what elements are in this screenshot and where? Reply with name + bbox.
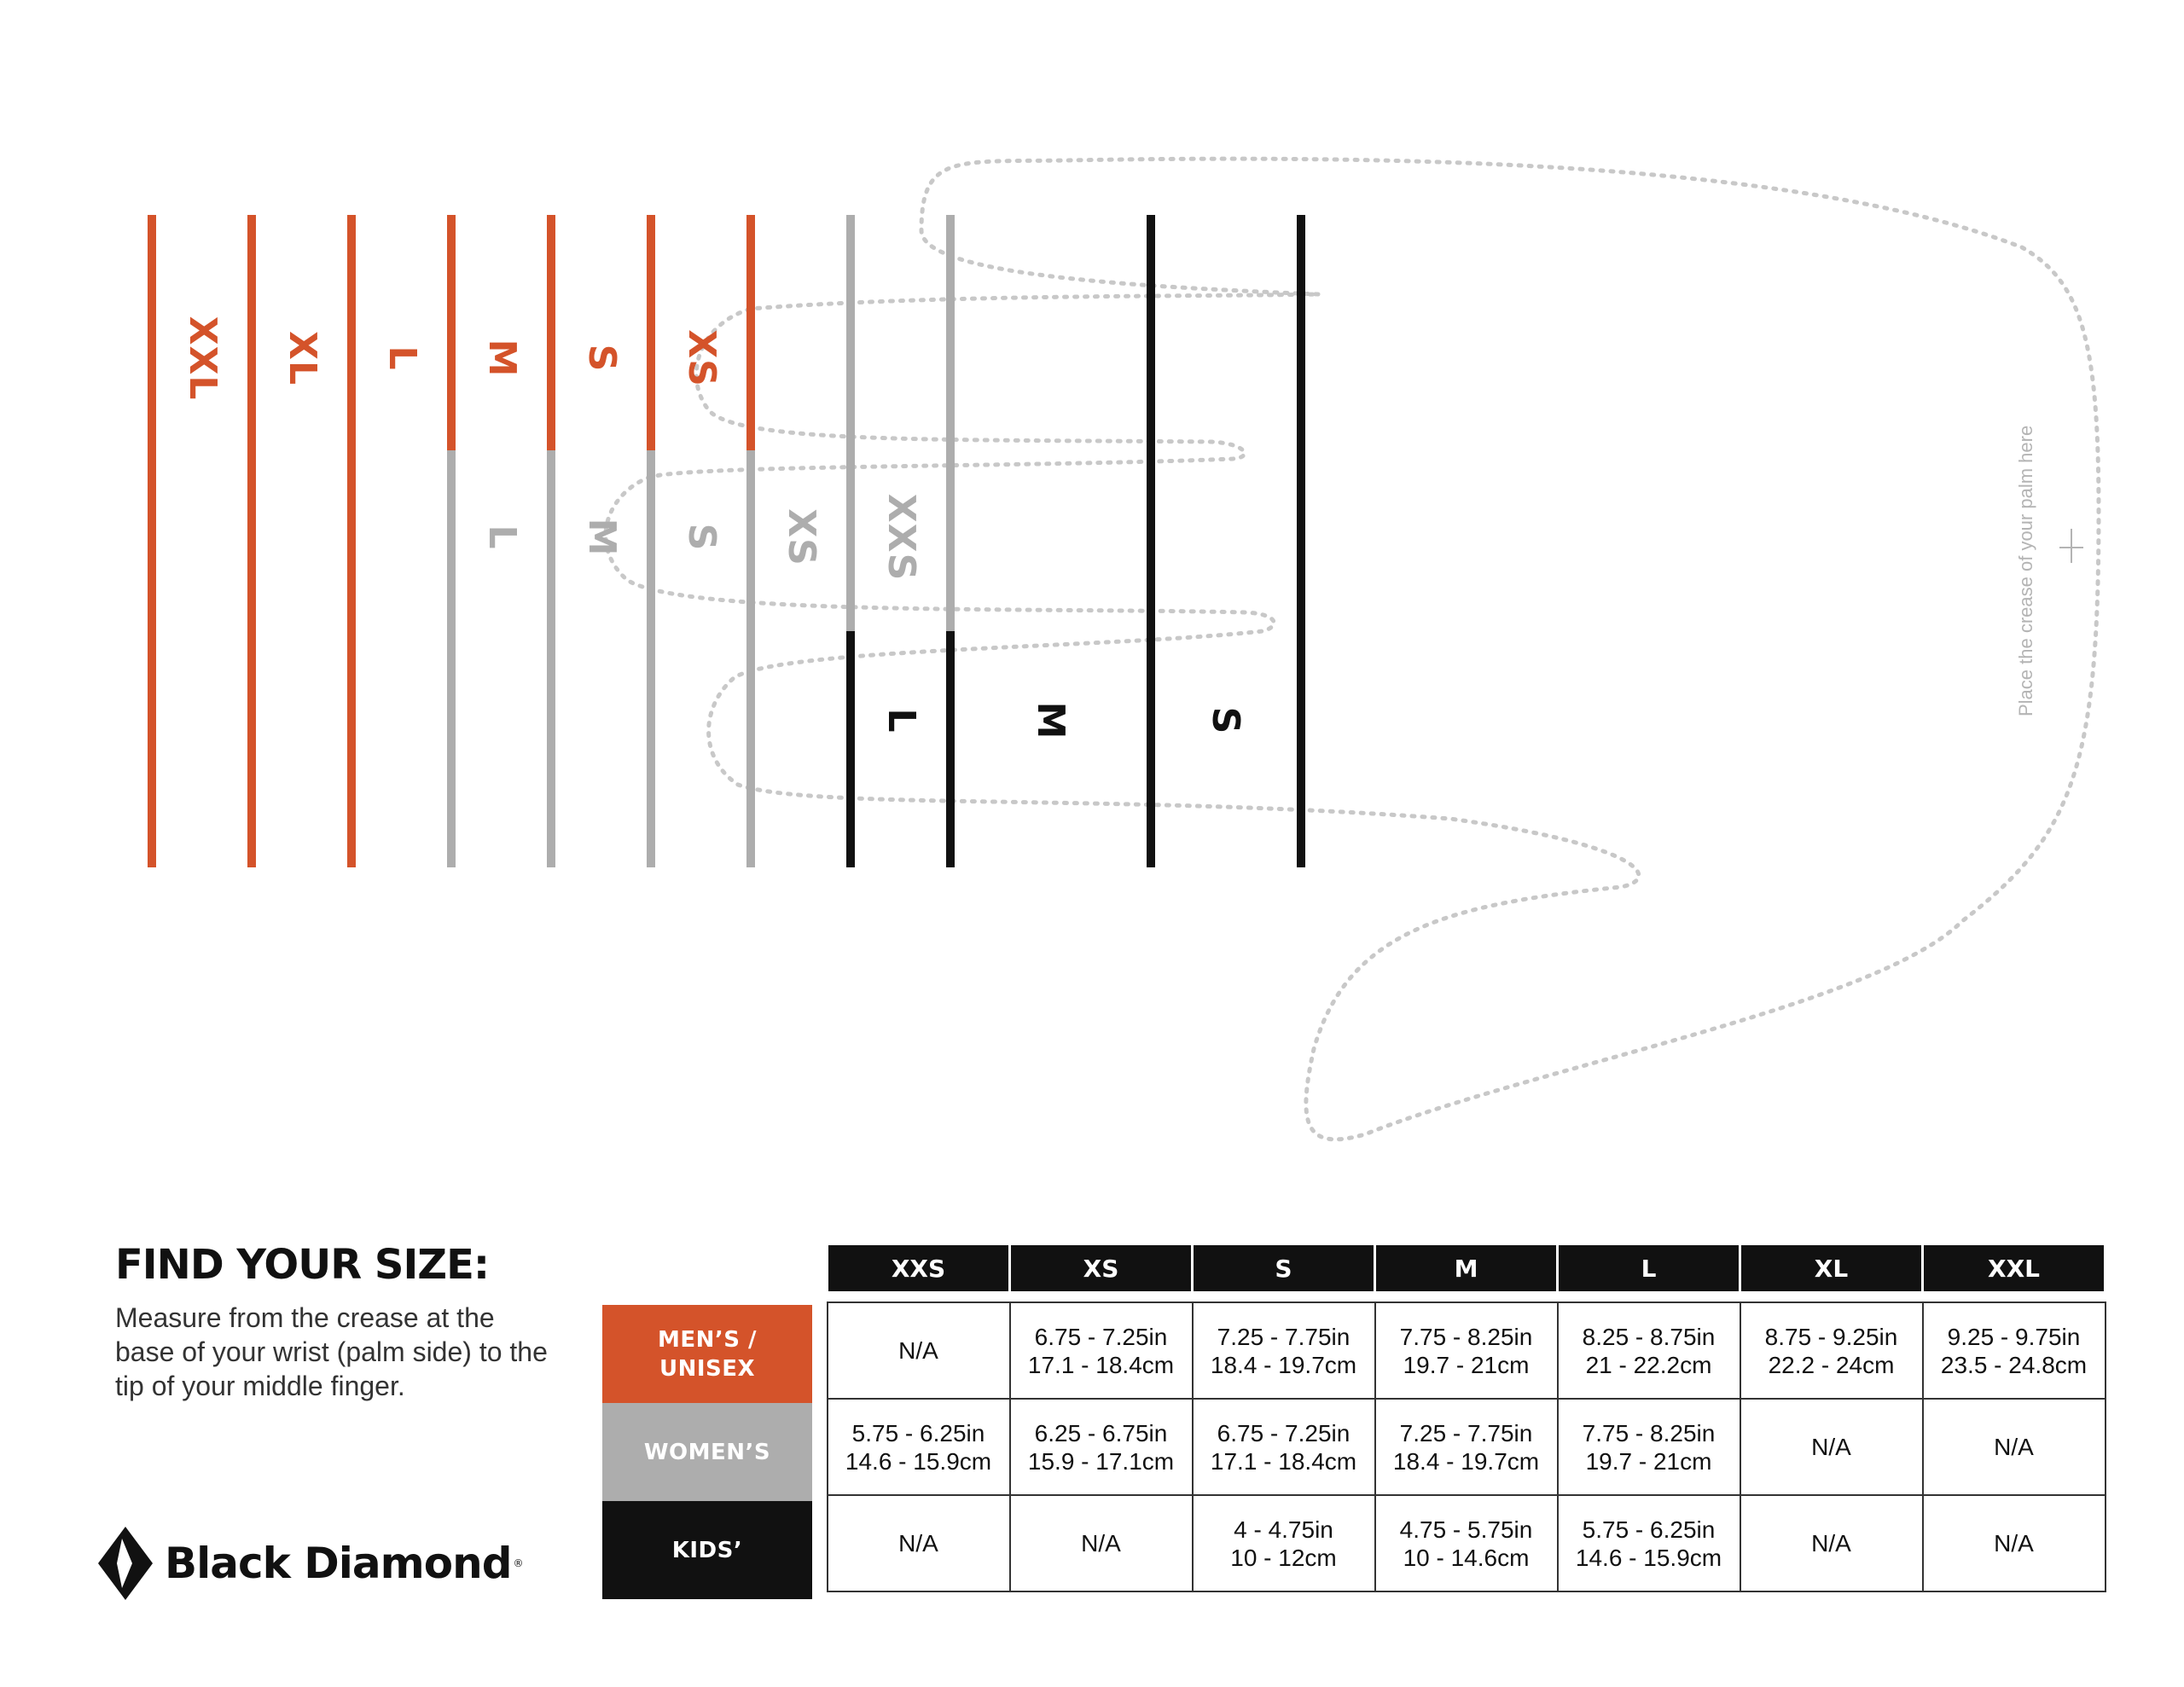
gauge-label-women-s: S [680,523,723,552]
table-cell: N/A [1923,1495,2106,1591]
gauge-label-men-xxl: XXL [181,316,224,401]
row-headers [602,1305,812,1599]
table-cell: 5.75 - 6.25in 14.6 - 15.9cm [828,1399,1010,1495]
table-cell: 7.75 - 8.25in 19.7 - 21cm [1375,1302,1558,1399]
gauge-label-kids-l: L [880,708,923,733]
table-row-kids [828,1495,2106,1591]
table-row-men [828,1302,2106,1399]
find-size-description: Measure from the crease at the base of your wrist (palm side) to the tip of your middle finger. [115,1302,548,1401]
palm-note: Place the crease of your palm here [2015,425,2036,716]
table-cell: 4.75 - 5.75in 10 - 14.6cm [1375,1495,1558,1591]
table-cell: N/A [1010,1495,1193,1591]
column-header-s: S [1193,1245,1375,1291]
table-cell: 8.25 - 8.75in 21 - 22.2cm [1558,1302,1740,1399]
gauge-label-kids-s: S [1204,706,1247,735]
column-header-xl: XL [1740,1245,1923,1291]
table-cell: 9.25 - 9.75in 23.5 - 24.8cm [1923,1302,2106,1399]
gauge-label-men-m: M [480,339,524,378]
table-cell: 6.25 - 6.75in 15.9 - 17.1cm [1010,1399,1193,1495]
table-cell: N/A [828,1495,1010,1591]
gauge-label-men-s: S [580,344,624,373]
brand-name: Black Diamond [165,1539,512,1588]
table-cell: N/A [1740,1495,1923,1591]
table-cell: 6.75 - 7.25in 17.1 - 18.4cm [1193,1399,1375,1495]
row-header-men: MEN’S / UNISEX [602,1305,812,1403]
brand-reg-mark: ® [513,1557,524,1569]
hand-outline [606,159,2099,1139]
table-cell: 7.25 - 7.75in 18.4 - 19.7cm [1375,1399,1558,1495]
column-header-m: M [1375,1245,1558,1291]
table-cell: 6.75 - 7.25in 17.1 - 18.4cm [1010,1302,1193,1399]
table-row-women [828,1399,2106,1495]
table-cell: 7.25 - 7.75in 18.4 - 19.7cm [1193,1302,1375,1399]
row-header-kids: KIDS’ [602,1501,812,1599]
gauge-label-women-xs: XS [780,508,823,566]
gauge-label-women-xxs: XXS [880,493,923,582]
find-size-panel [115,1241,559,1403]
table-cell: 4 - 4.75in 10 - 12cm [1193,1495,1375,1591]
column-header-xs: XS [1010,1245,1193,1291]
table-cell: 7.75 - 8.25in 19.7 - 21cm [1558,1399,1740,1495]
column-header-xxs: XXS [828,1245,1010,1291]
table-cell: N/A [1740,1399,1923,1495]
gauge-label-men-xl: XL [281,331,324,386]
table-cell: N/A [828,1302,1010,1399]
brand-logo [98,1527,524,1600]
palm-note-group [2015,426,2083,716]
table-cell: 5.75 - 6.25in 14.6 - 15.9cm [1558,1495,1740,1591]
column-header-l: L [1558,1245,1740,1291]
table-header-row [828,1245,2106,1291]
gauge-label-men-l: L [380,345,424,371]
column-header-xxl: XXL [1923,1245,2106,1291]
size-table [826,1245,2106,1592]
table-cell: N/A [1923,1399,2106,1495]
gauge-label-men-xs: XS [680,329,723,387]
gauge-label-women-m: M [580,518,624,557]
gauge-label-women-l: L [480,525,524,550]
find-size-title: FIND YOUR SIZE: [115,1241,490,1289]
gauge-label-kids-m: M [1029,701,1072,740]
row-header-women: WOMEN’S [602,1403,812,1501]
table-cell: 8.75 - 9.25in 22.2 - 24cm [1740,1302,1923,1399]
diamond-logo-icon [98,1527,153,1600]
